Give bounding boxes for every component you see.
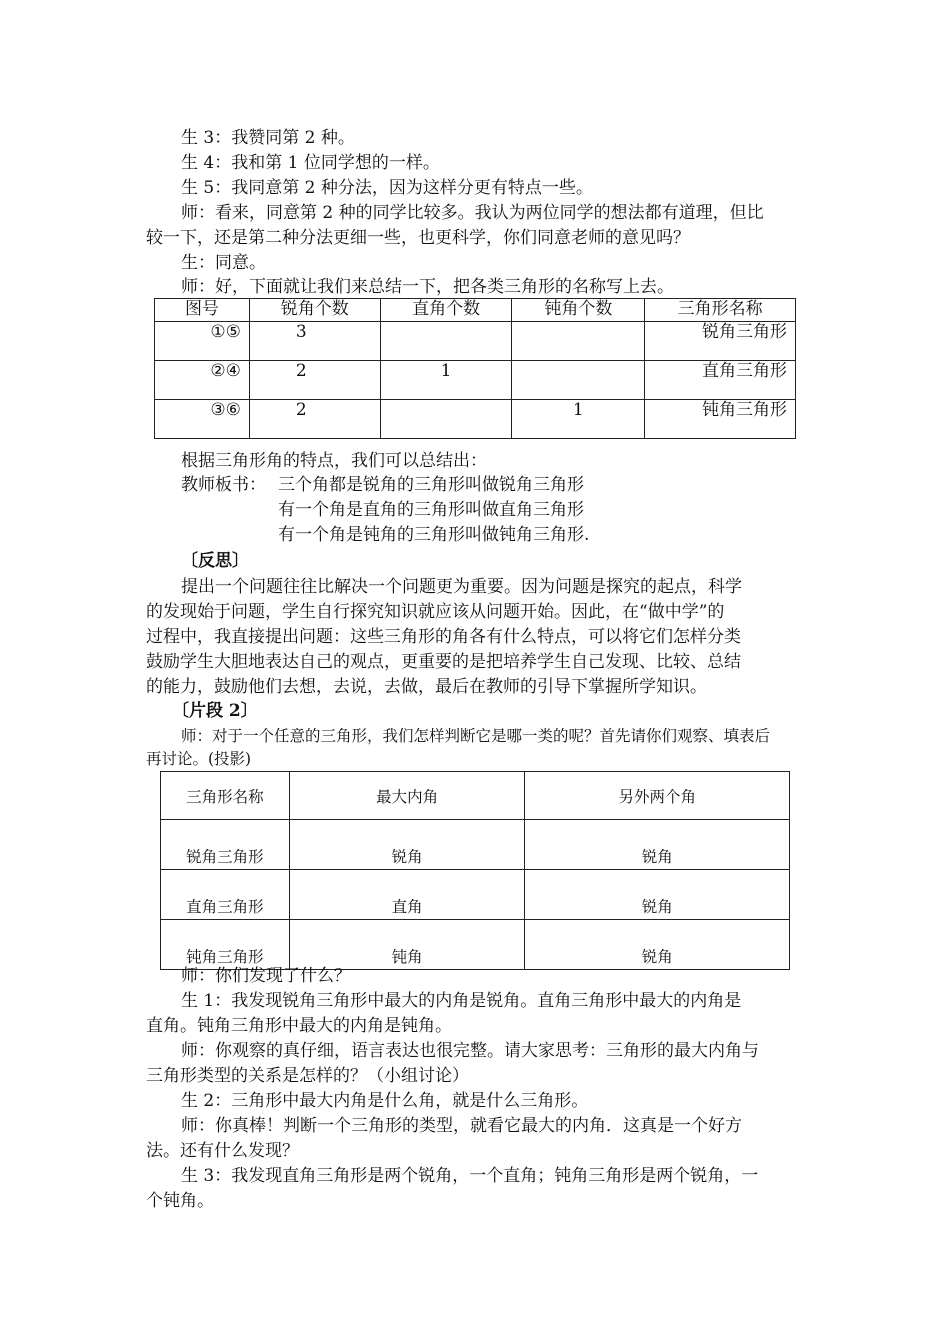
table-cell: 1	[512, 400, 645, 439]
reflection-line: 的能力，鼓励他们去想，去说，去做，最后在教师的引导下掌握所学知识。	[146, 677, 707, 697]
segment-intro-line: 师：对于一个任意的三角形，我们怎样判断它是哪一类的呢？首先请你们观察、填表后	[181, 727, 771, 745]
table-cell: 锐角	[525, 820, 790, 870]
table-cell: 3	[249, 322, 380, 361]
board-line: 三个角都是锐角的三角形叫做锐角三角形	[278, 475, 584, 495]
dialogue-line: 生 1：我发现锐角三角形中最大的内角是锐角。直角三角形中最大的内角是	[181, 991, 742, 1011]
dialogue-line: 师：你们发现了什么？	[181, 966, 351, 986]
table-cell: 锐角三角形	[161, 820, 290, 870]
reflection-line: 提出一个问题往往比解决一个问题更为重要。因为问题是探究的起点，科学	[181, 577, 742, 597]
table-cell: 钝角	[289, 920, 525, 970]
table-cell: 钝角三角形	[161, 920, 290, 970]
dialogue-line: 生 3：我发现直角三角形是两个锐角，一个直角；钝角三角形是两个锐角，一	[181, 1166, 759, 1186]
header-cell: 锐角个数	[249, 299, 380, 322]
table-cell	[512, 361, 645, 400]
dialogue-line: 生：同意。	[181, 253, 266, 273]
header-cell: 直角个数	[380, 299, 512, 322]
table-row	[161, 820, 790, 870]
header-cell: 三角形名称	[161, 772, 290, 820]
dialogue-line: 师：看来，同意第 2 种的同学比较多。我认为两位同学的想法都有道理，但比	[181, 203, 764, 223]
board-label: 教师板书：	[181, 475, 266, 495]
segment-heading: 〔片段 2〕	[172, 701, 258, 721]
table-row	[155, 322, 796, 361]
table-cell	[512, 322, 645, 361]
dialogue-line: 个钝角。	[146, 1191, 214, 1211]
table-cell: 锐角	[289, 820, 525, 870]
table-cell: ①⑤	[155, 322, 250, 361]
table-row	[155, 400, 796, 439]
dialogue-line: 直角。钝角三角形中最大的内角是钝角。	[146, 1016, 452, 1036]
reflection-line: 过程中，我直接提出问题：这些三角形的角各有什么特点，可以将它们怎样分类	[146, 627, 741, 647]
reflection-line: 的发现始于问题，学生自行探究知识就应该从问题开始。因此，在“做中学”的	[146, 602, 725, 622]
table-cell: 锐角	[525, 920, 790, 970]
max-angle-table	[160, 771, 790, 970]
table-cell: 锐角	[525, 870, 790, 920]
table-header-row	[155, 299, 796, 322]
table-row	[161, 870, 790, 920]
header-cell: 另外两个角	[525, 772, 790, 820]
dialogue-line: 师：你真棒！判断一个三角形的类型，就看它最大的内角．这真是一个好方	[181, 1116, 742, 1136]
dialogue-line: 较一下，还是第二种分法更细一些，也更科学，你们同意老师的意见吗？	[146, 228, 690, 248]
table-cell: 直角	[289, 870, 525, 920]
header-cell: 最大内角	[289, 772, 525, 820]
table-cell: 锐角三角形	[645, 322, 796, 361]
reflection-heading: 〔反思〕	[181, 551, 249, 571]
dialogue-line: 师：你观察的真仔细，语言表达也很完整。请大家思考：三角形的最大内角与	[181, 1041, 759, 1061]
dialogue-line: 生 3：我赞同第 2 种。	[181, 128, 355, 148]
table-header-row	[161, 772, 790, 820]
header-cell: 图号	[155, 299, 250, 322]
table-cell	[380, 400, 512, 439]
board-line: 有一个角是直角的三角形叫做直角三角形	[278, 500, 584, 520]
table-cell: ②④	[155, 361, 250, 400]
dialogue-line: 法。还有什么发现？	[146, 1141, 299, 1161]
table-cell: 直角三角形	[161, 870, 290, 920]
angle-count-table	[154, 298, 796, 439]
table-cell: 钝角三角形	[645, 400, 796, 439]
summary-intro: 根据三角形角的特点，我们可以总结出：	[181, 451, 487, 471]
header-cell: 钝角个数	[512, 299, 645, 322]
table-cell: 1	[380, 361, 512, 400]
dialogue-line: 生 4：我和第 1 位同学想的一样。	[181, 153, 440, 173]
segment-intro-line: 再讨论。(投影)	[146, 750, 252, 768]
dialogue-line: 师：好，下面就让我们来总结一下，把各类三角形的名称写上去。	[181, 277, 674, 297]
table-cell	[380, 322, 512, 361]
dialogue-line: 生 5：我同意第 2 种分法，因为这样分更有特点一些。	[181, 178, 593, 198]
table-row	[161, 920, 790, 970]
table-cell: 2	[249, 400, 380, 439]
dialogue-line: 生 2：三角形中最大内角是什么角，就是什么三角形。	[181, 1091, 589, 1111]
reflection-line: 鼓励学生大胆地表达自己的观点，更重要的是把培养学生自己发现、比较、总结	[146, 652, 741, 672]
table-cell: 直角三角形	[645, 361, 796, 400]
table-row	[155, 361, 796, 400]
table-cell: 2	[249, 361, 380, 400]
header-cell: 三角形名称	[645, 299, 796, 322]
table-cell: ③⑥	[155, 400, 250, 439]
board-line: 有一个角是钝角的三角形叫做钝角三角形.	[278, 525, 590, 545]
dialogue-line: 三角形类型的关系是怎样的？（小组讨论）	[146, 1066, 469, 1086]
